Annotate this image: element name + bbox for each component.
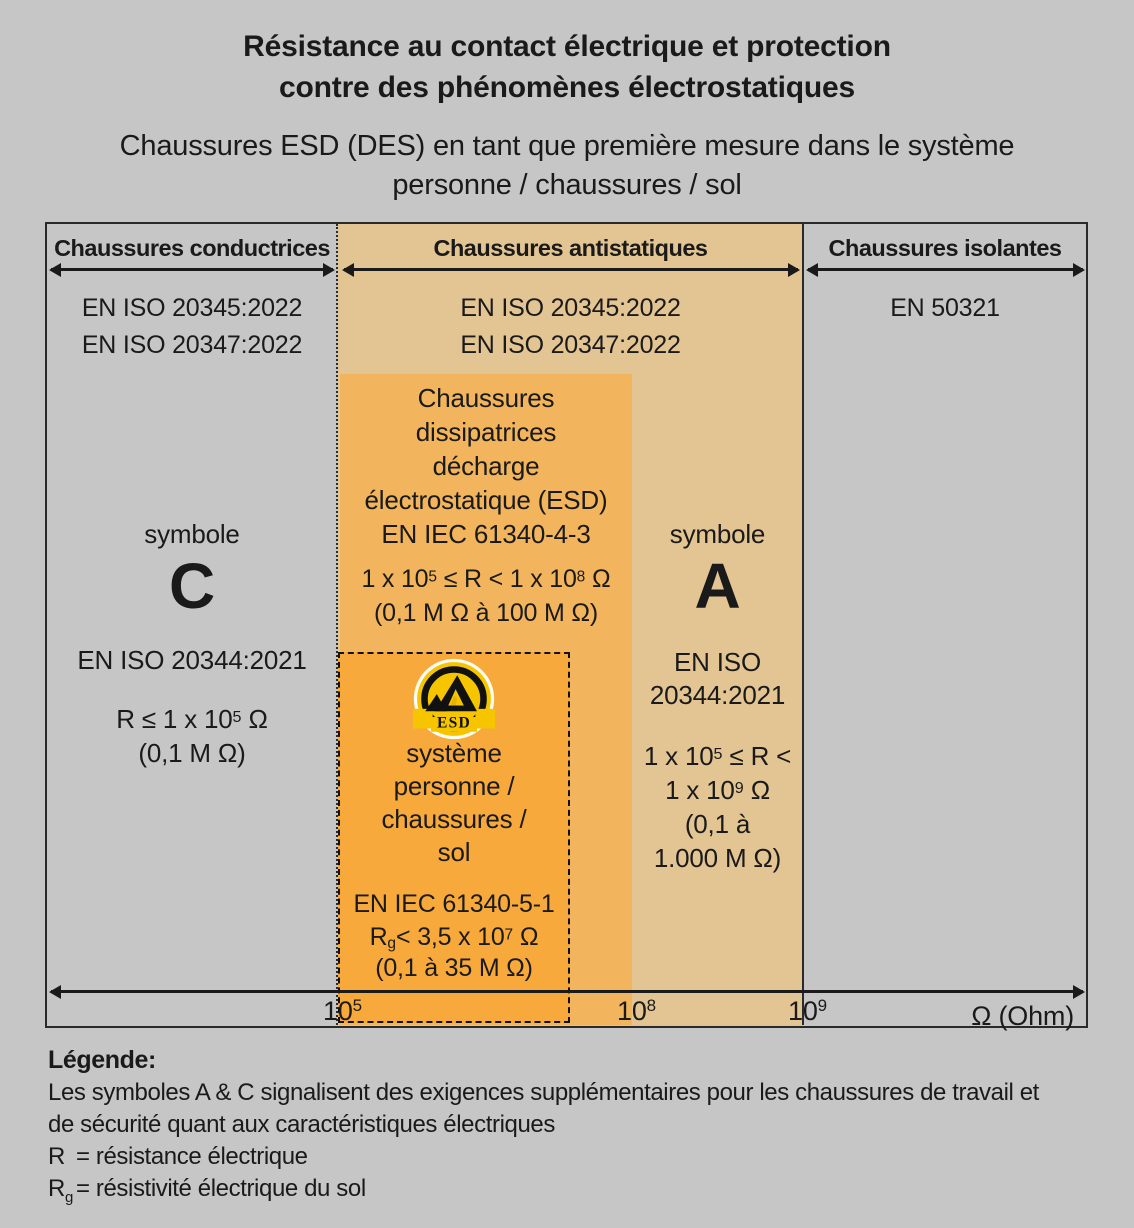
norm-system-box: EN IEC 61340-5-1 <box>353 890 555 918</box>
legend-line2: de sécurité quant aux caractéristiques électriques <box>48 1111 555 1138</box>
esd-box-line: Chaussures <box>417 383 555 413</box>
page-subtitle-line2: personne / chaussures / sol <box>392 169 742 201</box>
norm-line: EN ISO 20345:2022 <box>81 294 303 322</box>
range-system-box: (0,1 à 35 M Ω) <box>375 954 533 982</box>
esd-box-text <box>340 381 632 551</box>
svg-text:ESD: ESD <box>437 714 471 732</box>
symbole-label-c: symbole <box>144 519 240 549</box>
symbol-a: A <box>694 550 741 622</box>
page-subtitle <box>0 127 1134 205</box>
system-box-line: chaussures / <box>381 804 527 834</box>
formula-antistatic-l1: 1 x $10^5 \le R$ < <box>643 741 792 771</box>
esd-box-line: dissipatrices <box>415 417 557 447</box>
esd-box-line: électrostatique (ESD) <box>364 485 608 515</box>
norm-line: EN 50321 <box>890 294 1000 322</box>
norm-insulating <box>803 290 1087 327</box>
resistance-axis-arrow <box>51 990 1083 993</box>
range-arrow-antistatic <box>344 268 798 271</box>
legend-heading: Légende: <box>48 1046 156 1074</box>
formula-conductive: R ≤ 1 x $10^5$ Ω <box>116 704 268 734</box>
header-insulating: Chaussures isolantes <box>828 235 1062 261</box>
norm-line: EN ISO 20345:2022 <box>460 294 681 322</box>
symbol-c: C <box>168 550 216 622</box>
norm-antistatic-20344-l2: 20344:2021 <box>649 680 786 710</box>
range-arrow-insulating <box>808 268 1083 271</box>
legend-rg-definition: $R_g$ = résistivité électrique du sol <box>48 1175 366 1206</box>
page-title <box>0 26 1134 108</box>
esd-logo-icon <box>413 658 495 740</box>
norm-antistatic-20344-l1: EN ISO <box>674 647 761 677</box>
page-subtitle-line1: Chaussures ESD (DES) en tant que première mesure dans le système <box>119 130 1015 162</box>
formula-esd-box: 1 x $10^5 \le R < 1$ x $10^8$ Ω <box>361 565 611 593</box>
axis-tick-1e8: $10^8$ <box>617 996 656 1026</box>
norm-line: EN ISO 20347:2022 <box>81 331 303 359</box>
diagram-frame <box>45 222 1088 1031</box>
header-antistatic: Chaussures antistatiques <box>433 235 708 261</box>
page-title-line2: contre des phénomènes électrostatiques <box>279 71 855 104</box>
range-arrow-conductive <box>51 268 333 271</box>
axis-unit-label: Ω (Ohm) <box>971 1001 1074 1031</box>
range-conductive: (0,1 M Ω) <box>138 738 246 768</box>
legend-r-definition: R = résistance électrique <box>48 1143 308 1170</box>
legend-line1: Les symboles A & C signalisent des exigences supplémentaires pour les chaussures de travail et <box>48 1079 1039 1106</box>
axis-tick-1e5: $10^5$ <box>323 996 362 1026</box>
formula-system-box: $R_g< 3,5$ x $10^7$ Ω <box>369 923 539 952</box>
range-antistatic-l1: (0,1 à <box>684 809 751 839</box>
symbole-label-a: symbole <box>669 519 766 549</box>
system-box-line: sol <box>437 837 471 867</box>
system-box-text <box>338 737 570 869</box>
range-antistatic-l2: 1.000 M Ω) <box>653 843 782 873</box>
norm-conductive-20344: EN ISO 20344:2021 <box>77 645 307 675</box>
esd-box-line: EN IEC 61340-4-3 <box>381 519 591 549</box>
norms-conductive <box>47 290 337 364</box>
axis-tick-1e9: $10^9$ <box>788 996 827 1026</box>
page-title-line1: Résistance au contact électrique et protection <box>243 30 891 63</box>
range-esd-box: (0,1 M Ω à 100 M Ω) <box>374 599 598 627</box>
system-box-line: personne / <box>393 771 515 801</box>
norm-line: EN ISO 20347:2022 <box>460 331 681 359</box>
system-box-line: système <box>406 738 502 768</box>
esd-box-line: décharge <box>432 451 540 481</box>
header-conductive: Chaussures conductrices <box>54 235 330 261</box>
norms-antistatic <box>338 290 803 364</box>
formula-antistatic-l2: 1 x $10^9$ Ω <box>665 775 770 805</box>
